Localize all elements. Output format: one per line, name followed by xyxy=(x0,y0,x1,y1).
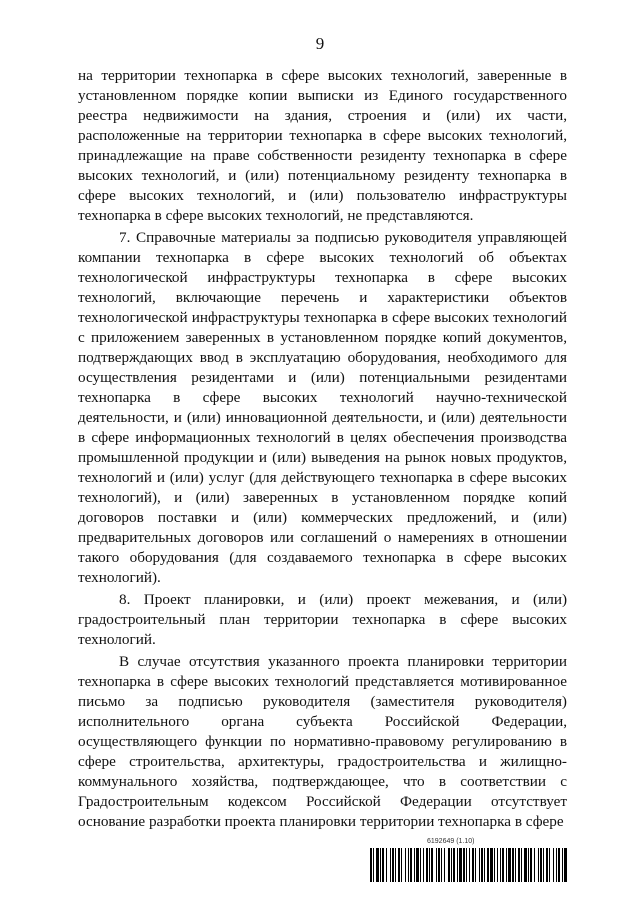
barcode-bar xyxy=(564,848,567,882)
barcode-icon xyxy=(370,848,568,882)
page-number: 9 xyxy=(315,34,325,53)
paragraph-item-8: 8. Проект планировки, и (или) проект межевания, и (или) градостроительный план территории технопарка в сфере высоких технологий. xyxy=(78,591,567,648)
paragraph-item-7: 7. Справочные материалы за подписью руководителя управляющей компании технопарка в сфере высоких технологий об объектах технологической инфраструктуры технопарка в сфере высоких технологий, включающие перечень и характеристики объектов технологической инфраструктуры технопарка в сфере высоких технологий с приложением заверенных в установленном порядке копий документов, подтверждающих ввод в эксплуатацию оборудования, необходимого для осуществления резидентами и (или) потенциальными резидентами технопарка в сфере высоких технологий научно-технической деятельности, и (или) инновационной деятельности, и (или) деятельности в сфере информационных технологий в целях обеспечения производства промышленной продукции и (или) выведения на рынок новых продуктов, технологий и (или) услуг (для действующего технопарка в сфере высоких технологий), и (или) заверенных в установленном порядке копий договоров поставки и (или) коммерческих предложений, и (или) предварительных договоров или соглашений о намерениях в отношении такого оборудования (для создаваемого технопарка в сфере высоких технологий). xyxy=(78,229,567,586)
paragraph-absence-case: В случае отсутствия указанного проекта планировки территории технопарка в сфере высоких технологий представляется мотивированное письмо за подписью руководителя (заместителя руководителя) исполнительного органа субъекта Российской Федерации, осуществляющего функции по нормативно-правовому регулированию в сфере строительства, архитектуры, градостроительства и жилищно-коммунального хозяйства, подтверждающее, что в соответствии с Градостроительным кодексом Российской Федерации отсутствует основание разработки проекта планировки территории технопарка в сфере xyxy=(78,653,567,830)
document-body xyxy=(78,66,567,834)
paragraph-continuation: на территории технопарка в сфере высоких технологий, заверенные в установленном порядке копии выписки из Единого государственного реестра недвижимости на здания, строения и (или) их части, расположенные на территории технопарка в сфере высоких технологий, принадлежащие на праве собственности резиденту технопарка в сфере высоких технологий, и (или) потенциальному резиденту технопарка в сфере высоких технологий, и (или) пользователю инфраструктуры технопарка в сфере высоких технологий, не представляются. xyxy=(78,67,567,224)
document-code: 6192649 (1.10) xyxy=(427,838,475,845)
